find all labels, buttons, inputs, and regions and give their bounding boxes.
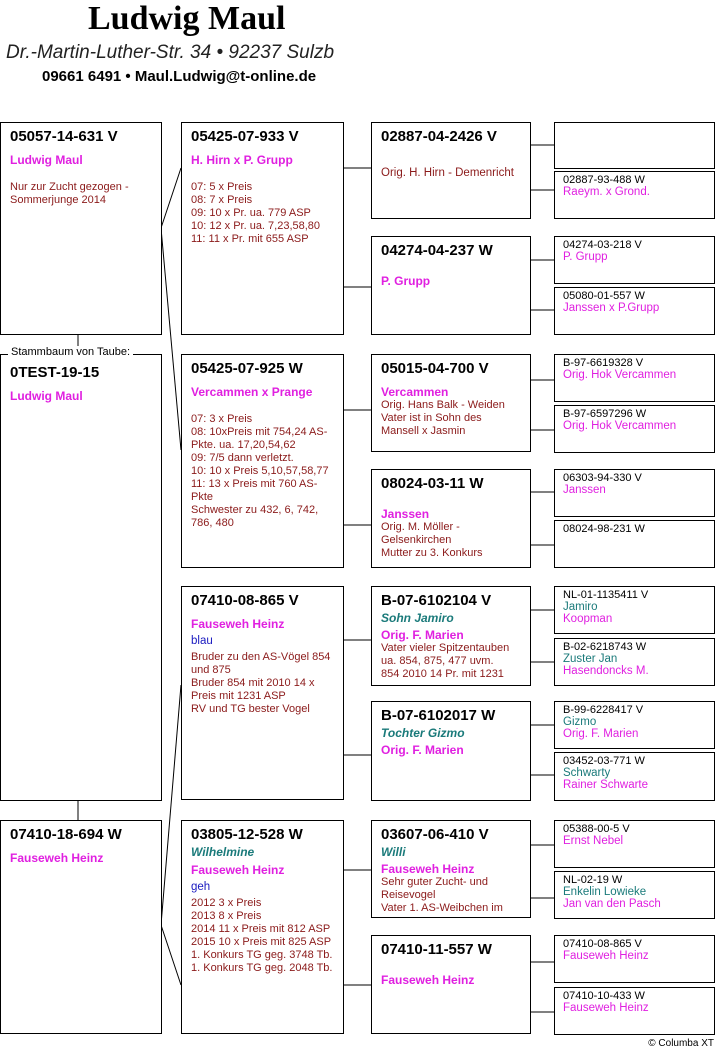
grandparent-note: 07: 3 x Preis <box>191 413 253 425</box>
ancestor-owner: Janssen x P.Grupp <box>563 302 660 314</box>
ancestor-owner: Hasendoncks M. <box>563 665 649 677</box>
ancestor-ring-number: B-97-6597296 W <box>563 408 647 420</box>
ancestor-card[interactable] <box>554 469 715 517</box>
great-grandparent-owner: Vercammen <box>381 385 449 399</box>
grandparent-color: geh <box>191 881 211 893</box>
subject-card[interactable] <box>0 354 162 801</box>
father-note: Sommerjunge 2014 <box>10 194 107 206</box>
ancestor-ring-number: NL-02-19 W <box>563 874 623 886</box>
great-grandparent-pigeon-name: Tochter Gizmo <box>381 726 465 740</box>
ancestor-ring-number: B-02-6218743 W <box>563 641 647 653</box>
grandparent-note: 2012 3 x Preis <box>191 897 262 909</box>
great-grandparent-ring-number: 07410-11-557 W <box>381 941 492 958</box>
grandparent-color: blau <box>191 635 213 647</box>
grandparent-note: 09: 7/5 dann verletzt. <box>191 452 294 464</box>
ancestor-owner: Orig. Hok Vercammen <box>563 369 677 381</box>
great-grandparent-note: Vater ist in Sohn des Mansell x Jasmin <box>381 412 482 437</box>
grandparent-card[interactable] <box>181 586 344 800</box>
great-grandparent-note: Orig. M. Möller - Gelsenkirchen <box>381 521 460 546</box>
ancestor-owner: Janssen <box>563 484 606 496</box>
grandparent-note: 11: 13 x Preis mit 760 AS-Pkte <box>191 478 318 503</box>
great-grandparent-owner: Janssen <box>381 507 430 521</box>
ancestor-owner: Fauseweh Heinz <box>563 950 649 962</box>
great-grandparent-pigeon-name: Willi <box>381 845 406 859</box>
grandparent-note: 08: 7 x Preis <box>191 194 253 206</box>
great-grandparent-note: Orig. H. Hirn - Demenricht <box>381 167 514 179</box>
breeder-contact: 09661 6491 • Maul.Ludwig@t-online.de <box>42 68 317 85</box>
grandparent-note: 10: 12 x Pr. ua. 7,23,58,80 <box>191 220 321 232</box>
great-grandparent-note: Mutter zu 3. Konkurs <box>381 547 483 559</box>
grandparent-card[interactable] <box>181 122 344 335</box>
grandparent-pigeon-name: Wilhelmine <box>191 845 255 859</box>
grandparent-note: 09: 10 x Pr. ua. 779 ASP <box>191 207 311 219</box>
great-grandparent-ring-number: 02887-04-2426 V <box>381 128 497 145</box>
software-credit: © Columba XT <box>648 1038 714 1049</box>
ancestor-card[interactable] <box>554 354 715 402</box>
ancestor-card[interactable] <box>554 935 715 983</box>
great-grandparent-note: Orig. Hans Balk - Weiden <box>381 399 505 411</box>
ancestor-owner: Rainer Schwarte <box>563 779 649 791</box>
ancestor-owner: Ernst Nebel <box>563 835 624 847</box>
grandparent-note: 10: 10 x Preis 5,10,57,58,77 <box>191 465 329 477</box>
ancestor-card[interactable] <box>554 586 715 634</box>
ancestor-owner: Raeym. x Grond. <box>563 186 650 198</box>
ancestor-card[interactable] <box>554 236 715 284</box>
grandparent-note: Bruder 854 mit 2010 14 x Preis mit 1231 ASP <box>191 677 315 702</box>
grandparent-ring-number: 05425-07-933 V <box>191 128 299 145</box>
great-grandparent-card[interactable] <box>371 122 531 219</box>
ancestor-ring-number: 07410-10-433 W <box>563 990 645 1002</box>
father-note: Nur zur Zucht gezogen - <box>10 181 129 193</box>
great-grandparent-card[interactable] <box>371 469 531 568</box>
great-grandparent-ring-number: B-07-6102017 W <box>381 707 496 724</box>
grandparent-ring-number: 07410-08-865 V <box>191 592 299 609</box>
great-grandparent-owner: Fauseweh Heinz <box>381 973 475 987</box>
great-grandparent-owner: Orig. F. Marien <box>381 628 464 642</box>
grandparent-owner: Fauseweh Heinz <box>191 617 285 631</box>
ancestor-ring-number: B-97-6619328 V <box>563 357 644 369</box>
father-owner: Ludwig Maul <box>10 153 83 167</box>
ancestor-ring-number: 03452-03-771 W <box>563 755 645 767</box>
ancestor-owner: P. Grupp <box>563 251 608 263</box>
ancestor-card[interactable] <box>554 701 715 749</box>
ancestor-card[interactable] <box>554 287 715 335</box>
ancestor-owner: Orig. Hok Vercammen <box>563 420 677 432</box>
great-grandparent-ring-number: 04274-04-237 W <box>381 242 493 259</box>
ancestor-pigeon-name: Gizmo <box>563 716 597 728</box>
subject-owner: Ludwig Maul <box>10 389 83 403</box>
grandparent-note: 11: 11 x Pr. mit 655 ASP <box>191 233 309 245</box>
ancestor-ring-number: 07410-08-865 V <box>563 938 642 950</box>
great-grandparent-note: 854 2010 14 Pr. mit 1231 <box>381 668 504 680</box>
grandparent-note: RV und TG bester Vogel <box>191 703 310 715</box>
grandparent-note: 2013 8 x Preis <box>191 910 262 922</box>
grandparent-note: 1. Konkurs TG geg. 2048 Tb. <box>191 962 333 974</box>
mother-card[interactable] <box>0 820 162 1034</box>
ancestor-card[interactable] <box>554 987 715 1035</box>
great-grandparent-ring-number: 03607-06-410 V <box>381 826 489 843</box>
grandparent-ring-number: 05425-07-925 W <box>191 360 303 377</box>
ancestor-ring-number: 05388-00-5 V <box>563 823 630 835</box>
ancestor-ring-number: NL-01-1135411 V <box>563 589 649 601</box>
ancestor-ring-number: 04274-03-218 V <box>563 239 642 251</box>
great-grandparent-card[interactable] <box>371 935 531 1034</box>
great-grandparent-note: Vater vieler Spitzentauben ua. 854, 875, 477 uvm. <box>381 642 510 667</box>
ancestor-card[interactable] <box>554 405 715 453</box>
ancestor-card[interactable] <box>554 820 715 868</box>
ancestor-card[interactable] <box>554 520 715 568</box>
subject-ring-number: 0TEST-19-15 <box>10 364 100 381</box>
grandparent-ring-number: 03805-12-528 W <box>191 826 303 843</box>
ancestor-owner: Fauseweh Heinz <box>563 1002 649 1014</box>
grandparent-owner: Vercammen x Prange <box>191 385 313 399</box>
great-grandparent-card[interactable] <box>371 586 531 686</box>
father-ring-number: 05057-14-631 V <box>10 128 118 145</box>
ancestor-pigeon-name: Zuster Jan <box>563 653 618 665</box>
great-grandparent-note: Vater 1. AS-Weibchen im <box>381 902 503 914</box>
grandparent-note: 2014 11 x Preis mit 812 ASP <box>191 923 331 935</box>
ancestor-ring-number: 06303-94-330 V <box>563 472 642 484</box>
great-grandparent-ring-number: 08024-03-11 W <box>381 475 484 492</box>
ancestor-card[interactable] <box>554 171 715 219</box>
grandparent-card[interactable] <box>181 354 344 568</box>
great-grandparent-card[interactable] <box>371 701 531 801</box>
ancestor-card[interactable] <box>554 752 715 801</box>
great-grandparent-card[interactable] <box>371 236 531 335</box>
mother-owner: Fauseweh Heinz <box>10 851 104 865</box>
great-grandparent-note: Sehr guter Zucht- und Reisevogel <box>381 876 489 901</box>
ancestor-card[interactable] <box>554 122 715 169</box>
grandparent-owner: Fauseweh Heinz <box>191 863 285 877</box>
breeder-address: Dr.-Martin-Luther-Str. 34 • 92237 Sulzb <box>6 42 335 63</box>
grandparent-note: 1. Konkurs TG geg. 3748 Tb. <box>191 949 333 961</box>
ancestor-pigeon-name: Jamiro <box>563 601 598 613</box>
grandparent-note: 07: 5 x Preis <box>191 181 253 193</box>
ancestor-ring-number: B-99-6228417 V <box>563 704 644 716</box>
ancestor-card[interactable] <box>554 871 715 919</box>
great-grandparent-ring-number: B-07-6102104 V <box>381 592 492 609</box>
ancestor-card[interactable] <box>554 638 715 686</box>
great-grandparent-owner: P. Grupp <box>381 274 431 288</box>
breeder-name: Ludwig Maul <box>88 0 286 37</box>
grandparent-note: 08: 10xPreis mit 754,24 AS-Pkte. ua. 17,20,54,62 <box>191 426 328 451</box>
grandparent-note: 2015 10 x Preis mit 825 ASP <box>191 936 332 948</box>
father-card[interactable] <box>0 122 162 335</box>
mother-ring-number: 07410-18-694 W <box>10 826 122 843</box>
great-grandparent-pigeon-name: Sohn Jamiro <box>381 611 454 625</box>
ancestor-pigeon-name: Schwarty <box>563 767 611 779</box>
grandparent-owner: H. Hirn x P. Grupp <box>191 153 293 167</box>
great-grandparent-card[interactable] <box>371 820 531 918</box>
grandparent-card[interactable] <box>181 820 344 1034</box>
ancestor-ring-number: 02887-93-488 W <box>563 174 645 186</box>
great-grandparent-ring-number: 05015-04-700 V <box>381 360 489 377</box>
ancestor-ring-number: 05080-01-557 W <box>563 290 645 302</box>
great-grandparent-owner: Orig. F. Marien <box>381 743 464 757</box>
great-grandparent-card[interactable] <box>371 354 531 452</box>
ancestor-owner: Jan van den Pasch <box>563 898 661 910</box>
grandparent-note: Schwester zu 432, 6, 742, 786, 480 <box>191 504 319 529</box>
ancestor-pigeon-name: Enkelin Lowieke <box>563 886 647 898</box>
ancestor-owner: Koopman <box>563 613 613 625</box>
ancestor-ring-number: 08024-98-231 W <box>563 523 645 535</box>
ancestor-owner: Orig. F. Marien <box>563 728 639 740</box>
grandparent-note: Bruder zu den AS-Vögel 854 und 875 <box>191 651 331 676</box>
pedigree-label: Stammbaum von Taube: <box>8 346 133 358</box>
great-grandparent-owner: Fauseweh Heinz <box>381 862 475 876</box>
